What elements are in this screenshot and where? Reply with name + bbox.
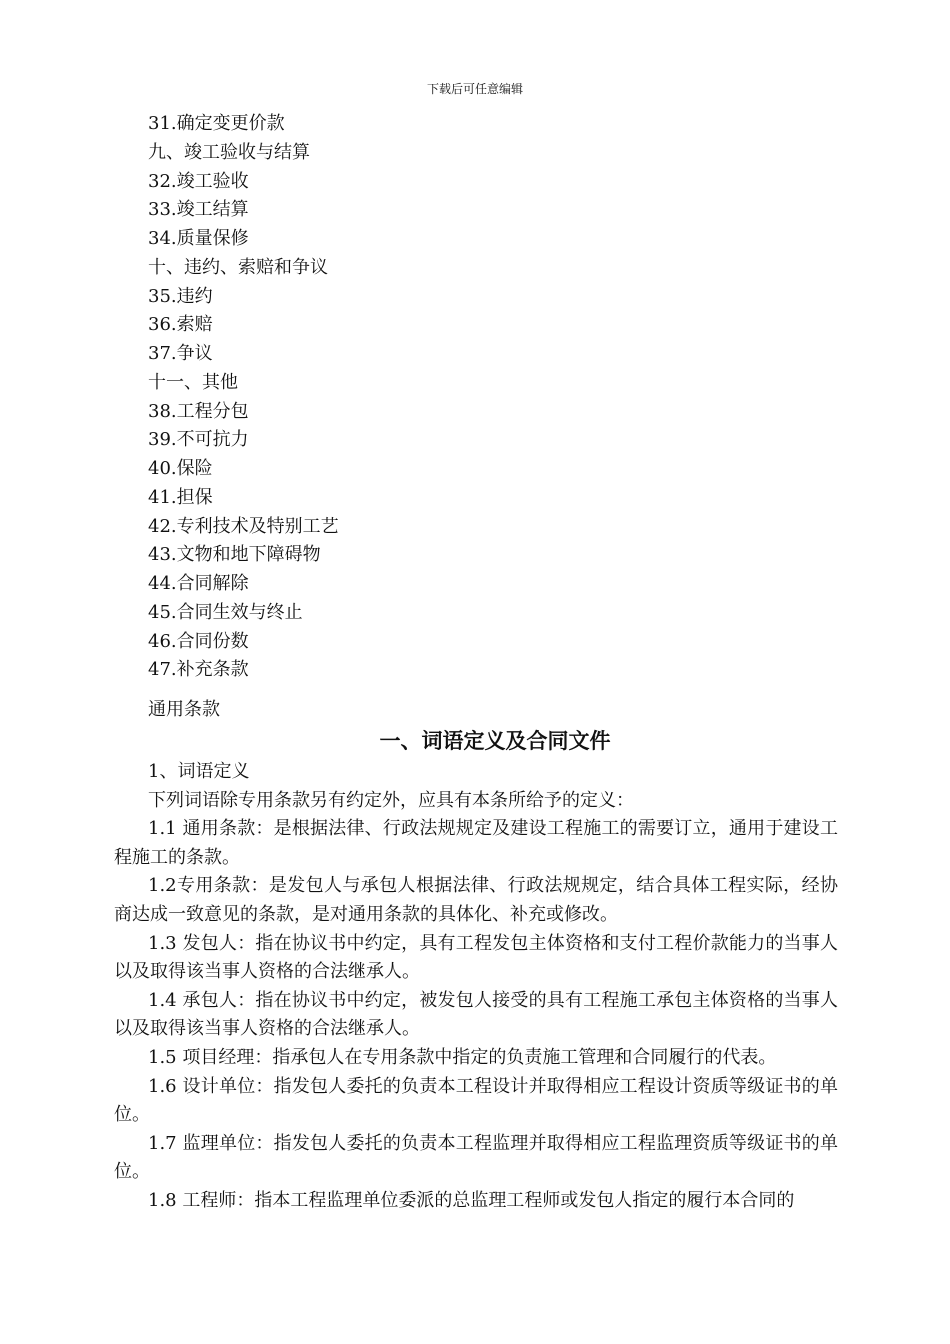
toc-item: 九、竣工验收与结算 <box>148 141 310 163</box>
paragraph: 1.6 设计单位：指发包人委托的负责本工程设计并取得相应工程设计资质等级证书的单位。 <box>114 1075 838 1126</box>
toc-item: 43.文物和地下障碍物 <box>148 544 321 566</box>
toc-item: 45.合同生效与终止 <box>148 601 303 623</box>
toc-item: 47.补充条款 <box>148 659 249 681</box>
toc-item: 37.争议 <box>148 343 213 364</box>
section-heading: 一、词语定义及合同文件 <box>379 729 611 753</box>
toc-item: 40.保险 <box>148 458 213 479</box>
toc-item: 31.确定变更价款 <box>148 113 285 134</box>
paragraph: 下列词语除专用条款另有约定外，应具有本条所给予的定义： <box>148 789 634 811</box>
paragraph: 1.5 项目经理：指承包人在专用条款中指定的负责施工管理和合同履行的代表。 <box>148 1046 777 1068</box>
paragraph: 1.4 承包人：指在协议书中约定，被发包人接受的具有工程施工承包主体资格的当事人以及取得该当事人资格的合法继承人。 <box>114 989 838 1040</box>
page-header: 下载后可任意编辑 <box>426 82 523 96</box>
paragraph: 1、词语定义 <box>148 761 250 782</box>
toc-item: 34.质量保修 <box>148 228 249 249</box>
toc-item: 36.索赔 <box>148 314 213 336</box>
toc-item: 33.竣工结算 <box>148 199 249 221</box>
toc-item: 39.不可抗力 <box>148 429 249 451</box>
table-of-contents <box>148 110 339 685</box>
toc-item: 十一、其他 <box>148 371 238 393</box>
paragraph: 1.1 通用条款：是根据法律、行政法规规定及建设工程施工的需要订立，通用于建设工程施工的条款。 <box>114 818 838 868</box>
paragraph: 1.8 工程师：指本工程监理单位委派的总监理工程师或发包人指定的履行本合同的 <box>148 1189 795 1211</box>
toc-item: 41.担保 <box>148 486 213 508</box>
section-label: 通用条款 <box>148 699 220 720</box>
toc-item: 十、违约、索赔和争议 <box>148 256 328 278</box>
toc-item: 44.合同解除 <box>148 573 249 594</box>
toc-item: 32.竣工验收 <box>148 170 249 192</box>
document-body <box>114 758 838 1216</box>
paragraph: 1.2专用条款：是发包人与承包人根据法律、行政法规规定，结合具体工程实际，经协商达成一致意见的条款，是对通用条款的具体化、补充或修改。 <box>114 875 838 925</box>
paragraph: 1.3 发包人：指在协议书中约定，具有工程发包主体资格和支付工程价款能力的当事人以及取得该当事人资格的合法继承人。 <box>114 932 838 983</box>
toc-item: 35.违约 <box>148 285 213 307</box>
toc-item: 42.专利技术及特别工艺 <box>148 515 339 537</box>
toc-item: 38.工程分包 <box>148 400 249 422</box>
toc-item: 46.合同份数 <box>148 630 249 652</box>
paragraph: 1.7 监理单位：指发包人委托的负责本工程监理并取得相应工程监理资质等级证书的单位。 <box>114 1132 838 1183</box>
